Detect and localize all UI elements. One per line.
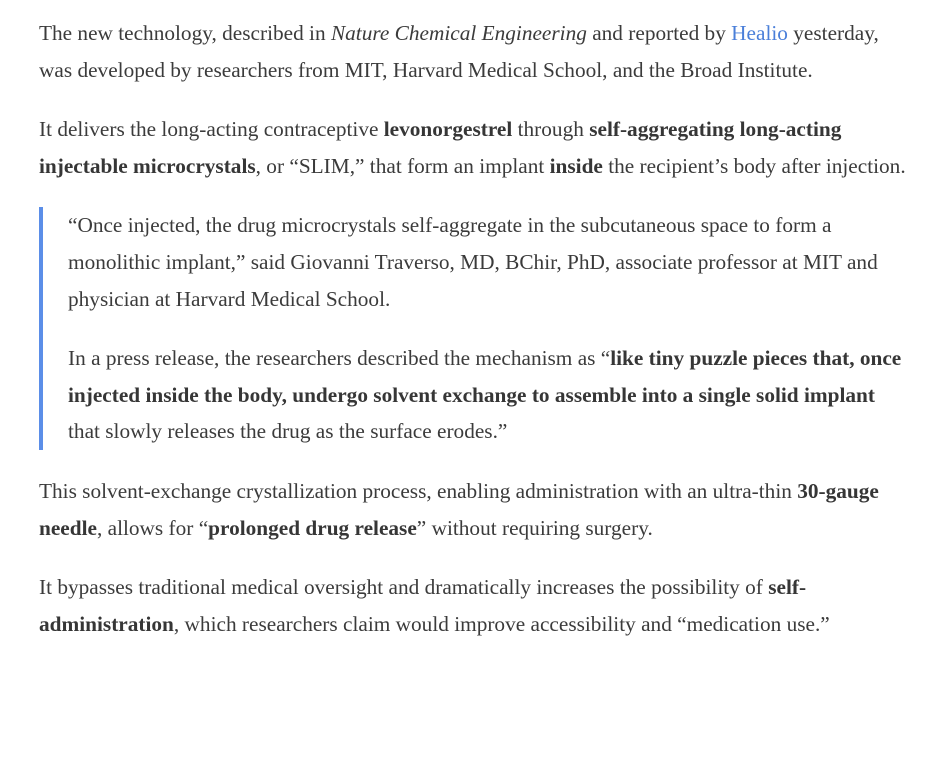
paragraph-text: This solvent-exchange crystallization process, enabling administration with an ultra-thin — [39, 478, 798, 503]
paragraph-technology-source — [39, 15, 908, 88]
paragraph-text: , or “SLIM,” that form an implant — [255, 153, 550, 178]
drug-release: prolonged drug release — [208, 515, 417, 540]
paragraph-delivery — [39, 111, 908, 184]
paragraph-text: that slowly releases the drug as the surface erodes.” — [68, 419, 508, 444]
paragraph-self-administration — [39, 569, 908, 642]
quote-block — [39, 207, 908, 450]
needle-gauge: 30-gauge needle — [39, 478, 879, 540]
paragraph-text: , allows for “ — [96, 515, 209, 540]
paragraph-text: In a press release, the researchers described the mechanism as “ — [68, 346, 611, 371]
implant-location: inside — [549, 153, 603, 178]
healio-link[interactable]: Healio — [731, 21, 788, 45]
journal-name: Nature Chemical Engineering — [330, 21, 587, 45]
paragraph-text: The new technology, described in — [39, 21, 331, 45]
self-administration: self-administration — [39, 575, 807, 636]
paragraph-text: through — [512, 117, 590, 142]
mechanism-description: like tiny puzzle pieces that, once injected inside the body, undergo solvent exchange to assemble into a single solid implant — [68, 346, 902, 407]
paragraph-crystallization — [39, 473, 908, 546]
paragraph-text: yesterday, was developed by researchers from MIT, Harvard Medical School, and the Broad Institute. — [39, 21, 879, 82]
quote-paragraph-press-release — [68, 340, 908, 450]
paragraph-text: and reported by — [586, 21, 732, 45]
paragraph-text: It bypasses traditional medical oversight and dramatically increases the possibility of — [39, 575, 769, 600]
quote-paragraph-traverso: “Once injected, the drug microcrystals self-aggregate in the subcutaneous space to form a monolithic implant,” said Giovanni Traverso, MD, BChir, PhD, associate professor at MIT and physician at Harvard Medical School. — [68, 213, 878, 311]
paragraph-text: the recipient’s body after injection. — [602, 153, 906, 178]
paragraph-text: ” without requiring surgery. — [416, 515, 653, 540]
paragraph-text: , which researchers claim would improve accessibility and “medication use.” — [173, 611, 830, 636]
delivery-method: self-aggregating long-acting injectable microcrystals — [39, 117, 842, 178]
drug-name: levonorgestrel — [383, 117, 513, 142]
paragraph-text: It delivers the long-acting contraceptive — [39, 117, 384, 142]
